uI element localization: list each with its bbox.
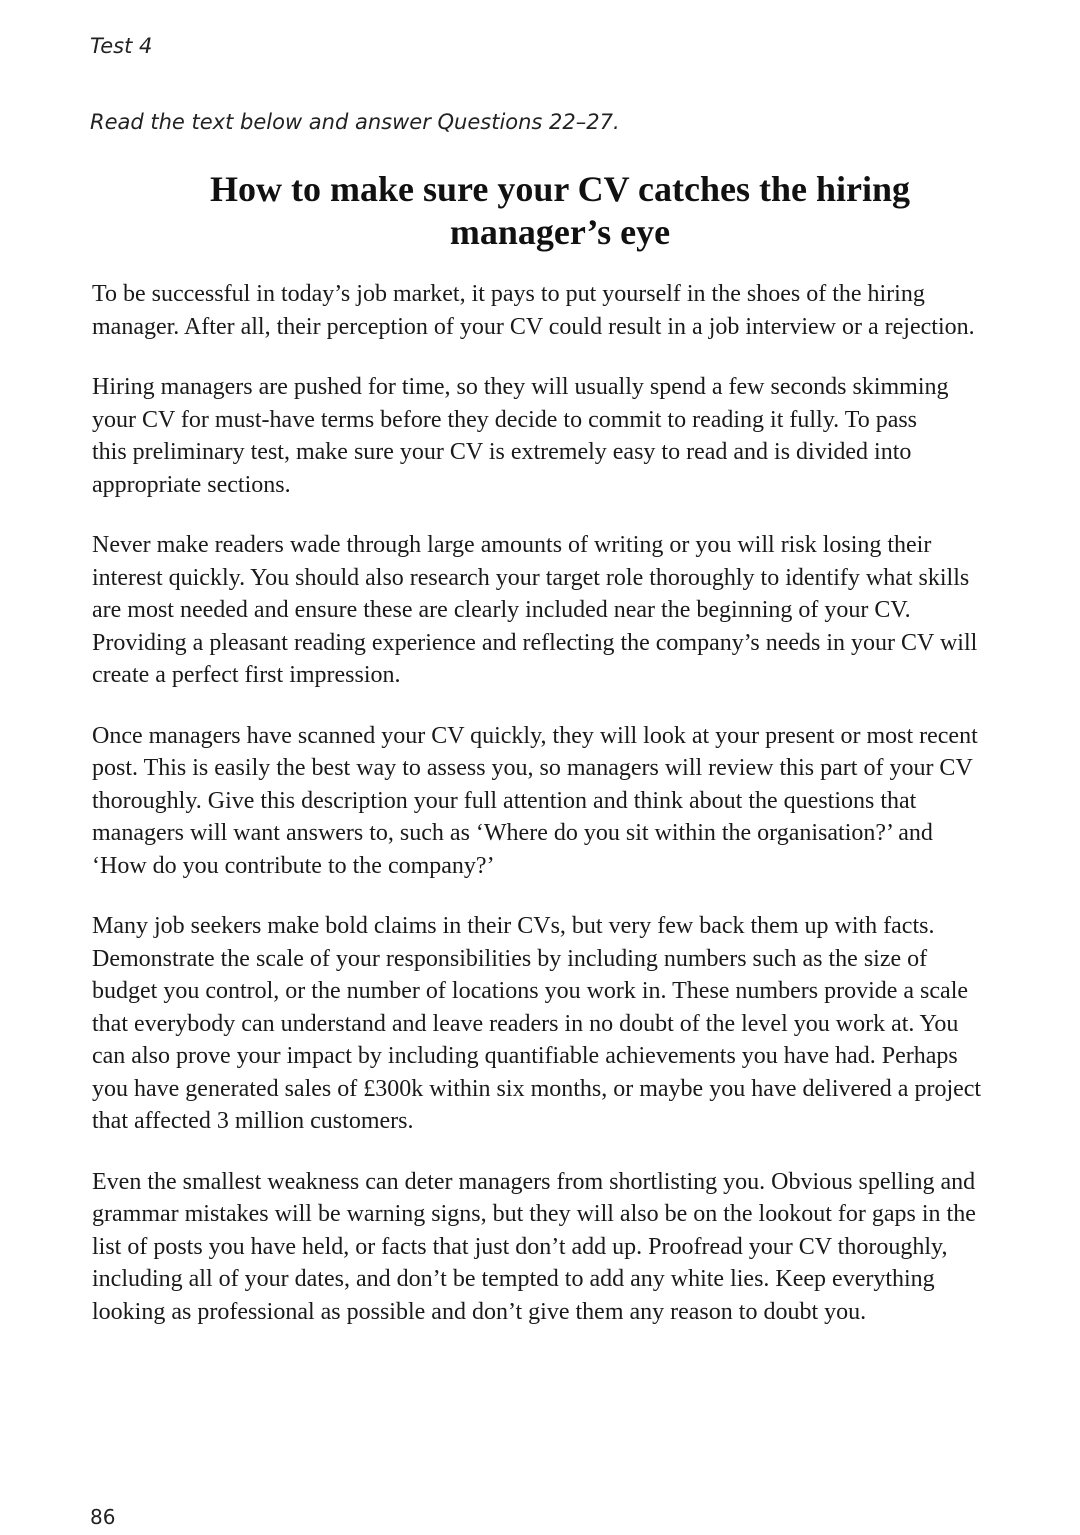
paragraph-1: To be successful in today’s job market, it pays to put yourself in the shoes of the hiring manager. After all, their perception of your CV could result in a job interview or a rejection. [92,281,975,340]
question-instruction: Read the text below and answer Questions 22–27. [90,110,620,134]
page-number: 86 [90,1505,116,1529]
paragraph-3: Never make readers wade through large amounts of writing or you will risk losing their interest quickly. You should also research your target role thoroughly to identify what skills are most needed and ensure these are clearly included near the beginning of your CV. Providing a pleasant reading experience and reflecting the company’s needs in your CV will create a perfect first impression. [92,532,978,688]
paragraph-6: Even the smallest weakness can deter managers from shortlisting you. Obvious spelling and grammar mistakes will be warning signs, but they will also be on the lookout for gaps in the list of posts you have held, or facts that just don’t add up. Proofread your CV thoroughly, including all of your dates, and don’t be tempted to add any white lies. Keep everything looking as professional as possible and don’t give them any reason to doubt you. [92,1168,976,1325]
running-head: Test 4 [90,34,153,58]
article-title: How to make sure your CV catches the hiring manager’s eye [210,169,910,252]
paragraph-5: Many job seekers make bold claims in their CVs, but very few back them up with facts. Demonstrate the scale of your responsibilities by including numbers such as the size of budget you control, or the number of locations you work in. These numbers provide a scale that everybody can understand and leave readers in no doubt of the level you work at. You can also prove your impact by including quantifiable achievements you have had. Perhaps you have generated sales of £300k within six months, or maybe you have delivered a project that affected 3 million customers. [92,913,982,1134]
paragraph-4: Once managers have scanned your CV quickly, they will look at your present or most recent post. This is easily the best way to assess you, so managers will review this part of your CV thoroughly. Give this description your full attention and think about the questions that managers will want answers to, such as ‘Where do you sit within the organisation?’ and ‘How do you contribute to the company?’ [92,722,978,879]
article-body [92,278,1027,1356]
paragraph-2: Hiring managers are pushed for time, so they will usually spend a few seconds skimming your CV for must-have terms before they decide to commit to reading it fully. To pass this preliminary test, make sure your CV is extremely easy to read and is divided into appropriate sections. [92,374,949,498]
